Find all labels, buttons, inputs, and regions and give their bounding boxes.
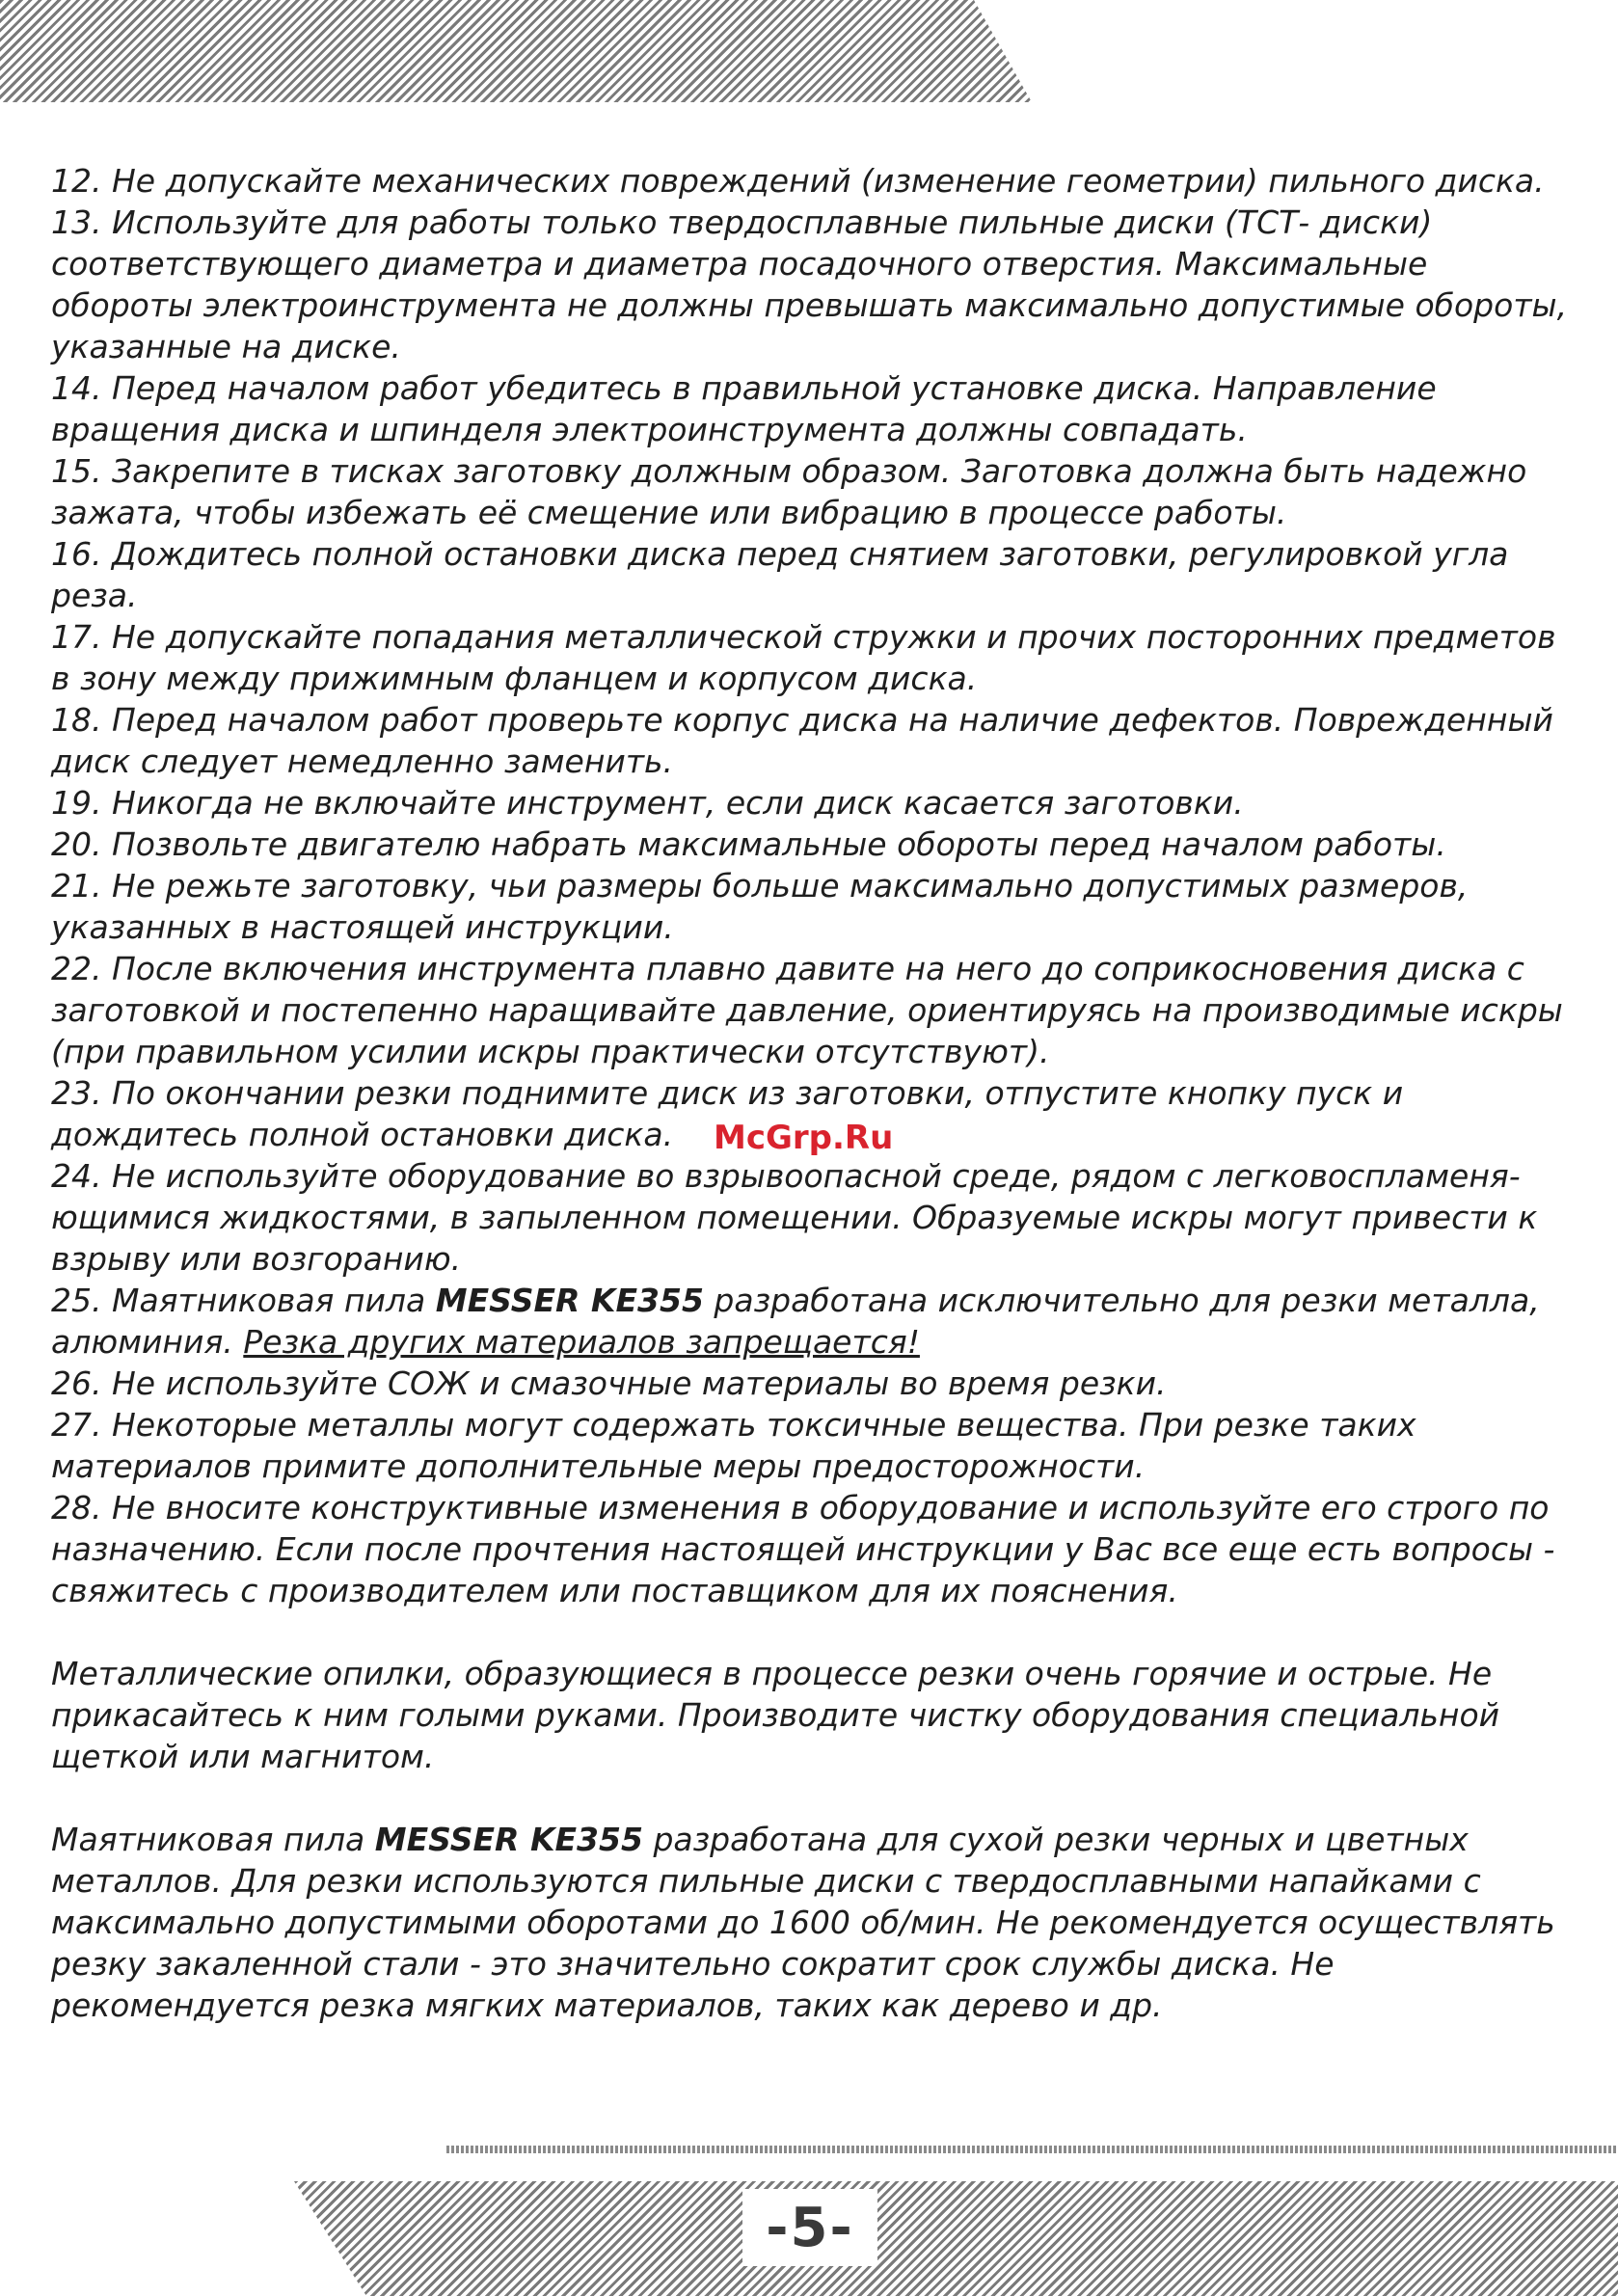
paragraph-saw-purpose bbox=[51, 1819, 1575, 2026]
item-14: 14. Перед началом работ убедитесь в правильной установке диска. Направление вращения диска и шпинделя электроинструмента должны совпадать. bbox=[51, 369, 1437, 448]
item-22: 22. После включения инструмента плавно давите на него до соприкосновения диска с заготовкой и постепенно наращивайте давление, ориентируясь на производимые искры (при правильном усилии искры практически отсутствуют). bbox=[51, 950, 1563, 1070]
item-15: 15. Закрепите в тисках заготовку должным образом. Заготовка должна быть надежно зажата, чтобы избежать её смещение или вибрацию в процессе работы. bbox=[51, 452, 1527, 531]
item-17: 17. Не допускайте попадания металлической стружки и прочих посторонних предметов в зону между прижимным фланцем и корпусом диска. bbox=[51, 618, 1556, 697]
item-13: 13. Используйте для работы только твердосплавные пильные диски (ТСТ- диски) соответствующего диаметра и диаметра посадочного отверстия. Максимальные обороты электроинструмента не должны превышать максимально допустимые обороты, указанные на диске. bbox=[51, 203, 1568, 365]
item-26: 26. Не используйте СОЖ и смазочные материалы во время резки. bbox=[51, 1364, 1167, 1402]
paragraph-filings: Металлические опилки, образующиеся в процессе резки очень горячие и острые. Не прикасайтесь к ним голыми руками. Производите чистку оборудования специальной щеткой или магнитом. bbox=[51, 1655, 1500, 1775]
paragraph-saw-rest: разработана для сухой резки черных и цветных металлов. Для резки используются пильные диски с твердосплавными напайками с максимально допустимыми оборотами до 1600 об/мин. Не рекомендуется осуществлять резку закаленной стали - это значительно сократит срок службы диска. Не рекомендуется резка мягких материалов, таких как дерево и др. bbox=[51, 1821, 1555, 2024]
watermark: McGrp.Ru bbox=[714, 1119, 894, 1157]
item-25-prefix: 25. Маятниковая пила bbox=[51, 1282, 436, 1319]
footer-dotted-line bbox=[446, 2146, 1618, 2153]
item-25-warning: Резка других материалов запрещается! bbox=[243, 1323, 920, 1361]
item-24: 24. Не используйте оборудование во взрывоопасной среде, рядом с легковоспламеня-ющимися жидкостями, в запыленном помещении. Образуемые искры могут привести к взрыву или возгоранию. bbox=[51, 1157, 1538, 1278]
item-21: 21. Не режьте заготовку, чьи размеры больше максимально допустимых размеров, указанных в настоящей инструкции. bbox=[51, 867, 1469, 946]
page-number: -5- bbox=[742, 2189, 877, 2266]
item-20: 20. Позвольте двигателю набрать максимальные обороты перед началом работы. bbox=[51, 825, 1446, 863]
paragraph-gap bbox=[51, 1611, 1575, 1653]
header-hatch-band bbox=[0, 0, 1032, 102]
item-18: 18. Перед началом работ проверьте корпус диска на наличие дефектов. Поврежденный диск следует немедленно заменить. bbox=[51, 701, 1553, 780]
footer-hatch-band bbox=[294, 2181, 1618, 2296]
item-23: 23. По окончании резки поднимите диск из заготовки, отпустите кнопку пуск и дождитесь полной остановки диска. bbox=[51, 1074, 1404, 1153]
brand-name: MESSER KE355 bbox=[435, 1282, 704, 1319]
item-19: 19. Никогда не включайте инструмент, если диск касается заготовки. bbox=[51, 784, 1244, 822]
paragraph-saw-prefix: Маятниковая пила bbox=[51, 1821, 375, 1858]
instruction-text bbox=[51, 160, 1575, 2026]
item-27: 27. Некоторые металлы могут содержать токсичные вещества. При резке таких материалов примите дополнительные меры предосторожности. bbox=[51, 1406, 1416, 1485]
item-25 bbox=[51, 1280, 1575, 1363]
item-16: 16. Дождитесь полной остановки диска перед снятием заготовки, регулировкой угла реза. bbox=[51, 535, 1509, 614]
item-25-middle: разработана исключительно для резки металла, алюминия. bbox=[51, 1282, 1540, 1361]
paragraph-gap bbox=[51, 1777, 1575, 1819]
brand-name: MESSER KE355 bbox=[374, 1821, 643, 1858]
item-12: 12. Не допускайте механических повреждений (изменение геометрии) пильного диска. bbox=[51, 162, 1545, 200]
item-28: 28. Не вносите конструктивные изменения в оборудование и используйте его строго по назначению. Если после прочтения настоящей инструкции у Вас все еще есть вопросы - свяжитесь с производителем или поставщиком для их пояснения. bbox=[51, 1489, 1555, 1609]
